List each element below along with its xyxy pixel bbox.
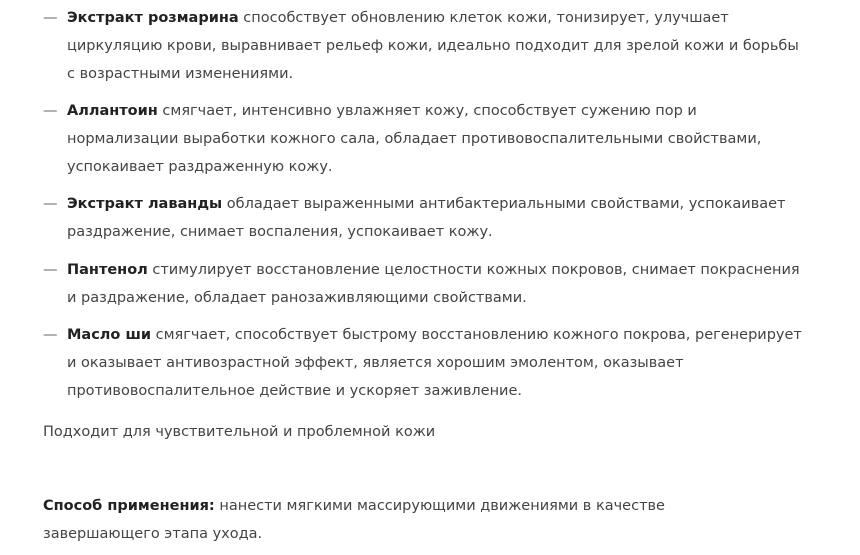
ingredient-name: Экстракт лаванды <box>67 196 223 212</box>
ingredient-item-shea-butter <box>43 321 803 405</box>
ingredient-name: Аллантоин <box>67 103 158 119</box>
usage-instructions <box>43 492 743 548</box>
ingredient-item-allantoin <box>43 97 803 181</box>
ingredient-description: смягчает, способствует быстрому восстановлению кожного покрова, регенерирует и оказывает антивозрастной эффект, является хорошим эмолентом, оказывает противовоспалительное действие и ускоряет заживление. <box>67 327 802 399</box>
ingredient-name: Экстракт розмарина <box>67 10 239 26</box>
ingredient-description: стимулирует восстановление целостности кожных покровов, снимает покраснения и раздражение, обладает ранозаживляющими свойствами. <box>67 262 800 306</box>
ingredient-name: Масло ши <box>67 327 151 343</box>
ingredient-name: Пантенол <box>67 262 148 278</box>
list-dash: — <box>43 196 58 212</box>
ingredient-description: смягчает, интенсивно увлажняет кожу, способствует сужению пор и нормализации выработки кожного сала, обладает противовоспалительными свойствами, успокаивает раздраженную кожу. <box>67 103 762 175</box>
usage-text: нанести мягкими массирующими движениями в качестве завершающего этапа ухода. <box>43 498 665 542</box>
ingredient-text <box>67 97 803 181</box>
ingredient-description: способствует обновлению клеток кожи, тонизирует, улучшает циркуляцию крови, выравнивает рельеф кожи, идеально подходит для зрелой кожи и борьбы с возрастными изменениями. <box>67 10 799 82</box>
usage-label: Способ применения: <box>43 498 215 514</box>
list-dash: — <box>43 262 58 278</box>
list-dash: — <box>43 103 58 119</box>
skin-suitability-text: Подходит для чувствительной и проблемной кожи <box>43 424 436 440</box>
list-dash: — <box>43 327 58 343</box>
ingredient-text <box>67 4 803 88</box>
ingredient-item-rosemary <box>43 4 803 88</box>
ingredient-item-lavender <box>43 190 803 246</box>
ingredient-text <box>67 190 803 246</box>
ingredient-description: обладает выраженными антибактериальными свойствами, успокаивает раздражение, снимает воспаления, успокаивает кожу. <box>67 196 786 240</box>
ingredient-text <box>67 256 803 312</box>
ingredient-item-panthenol <box>43 256 803 312</box>
ingredient-text <box>67 321 803 405</box>
list-dash: — <box>43 10 58 26</box>
